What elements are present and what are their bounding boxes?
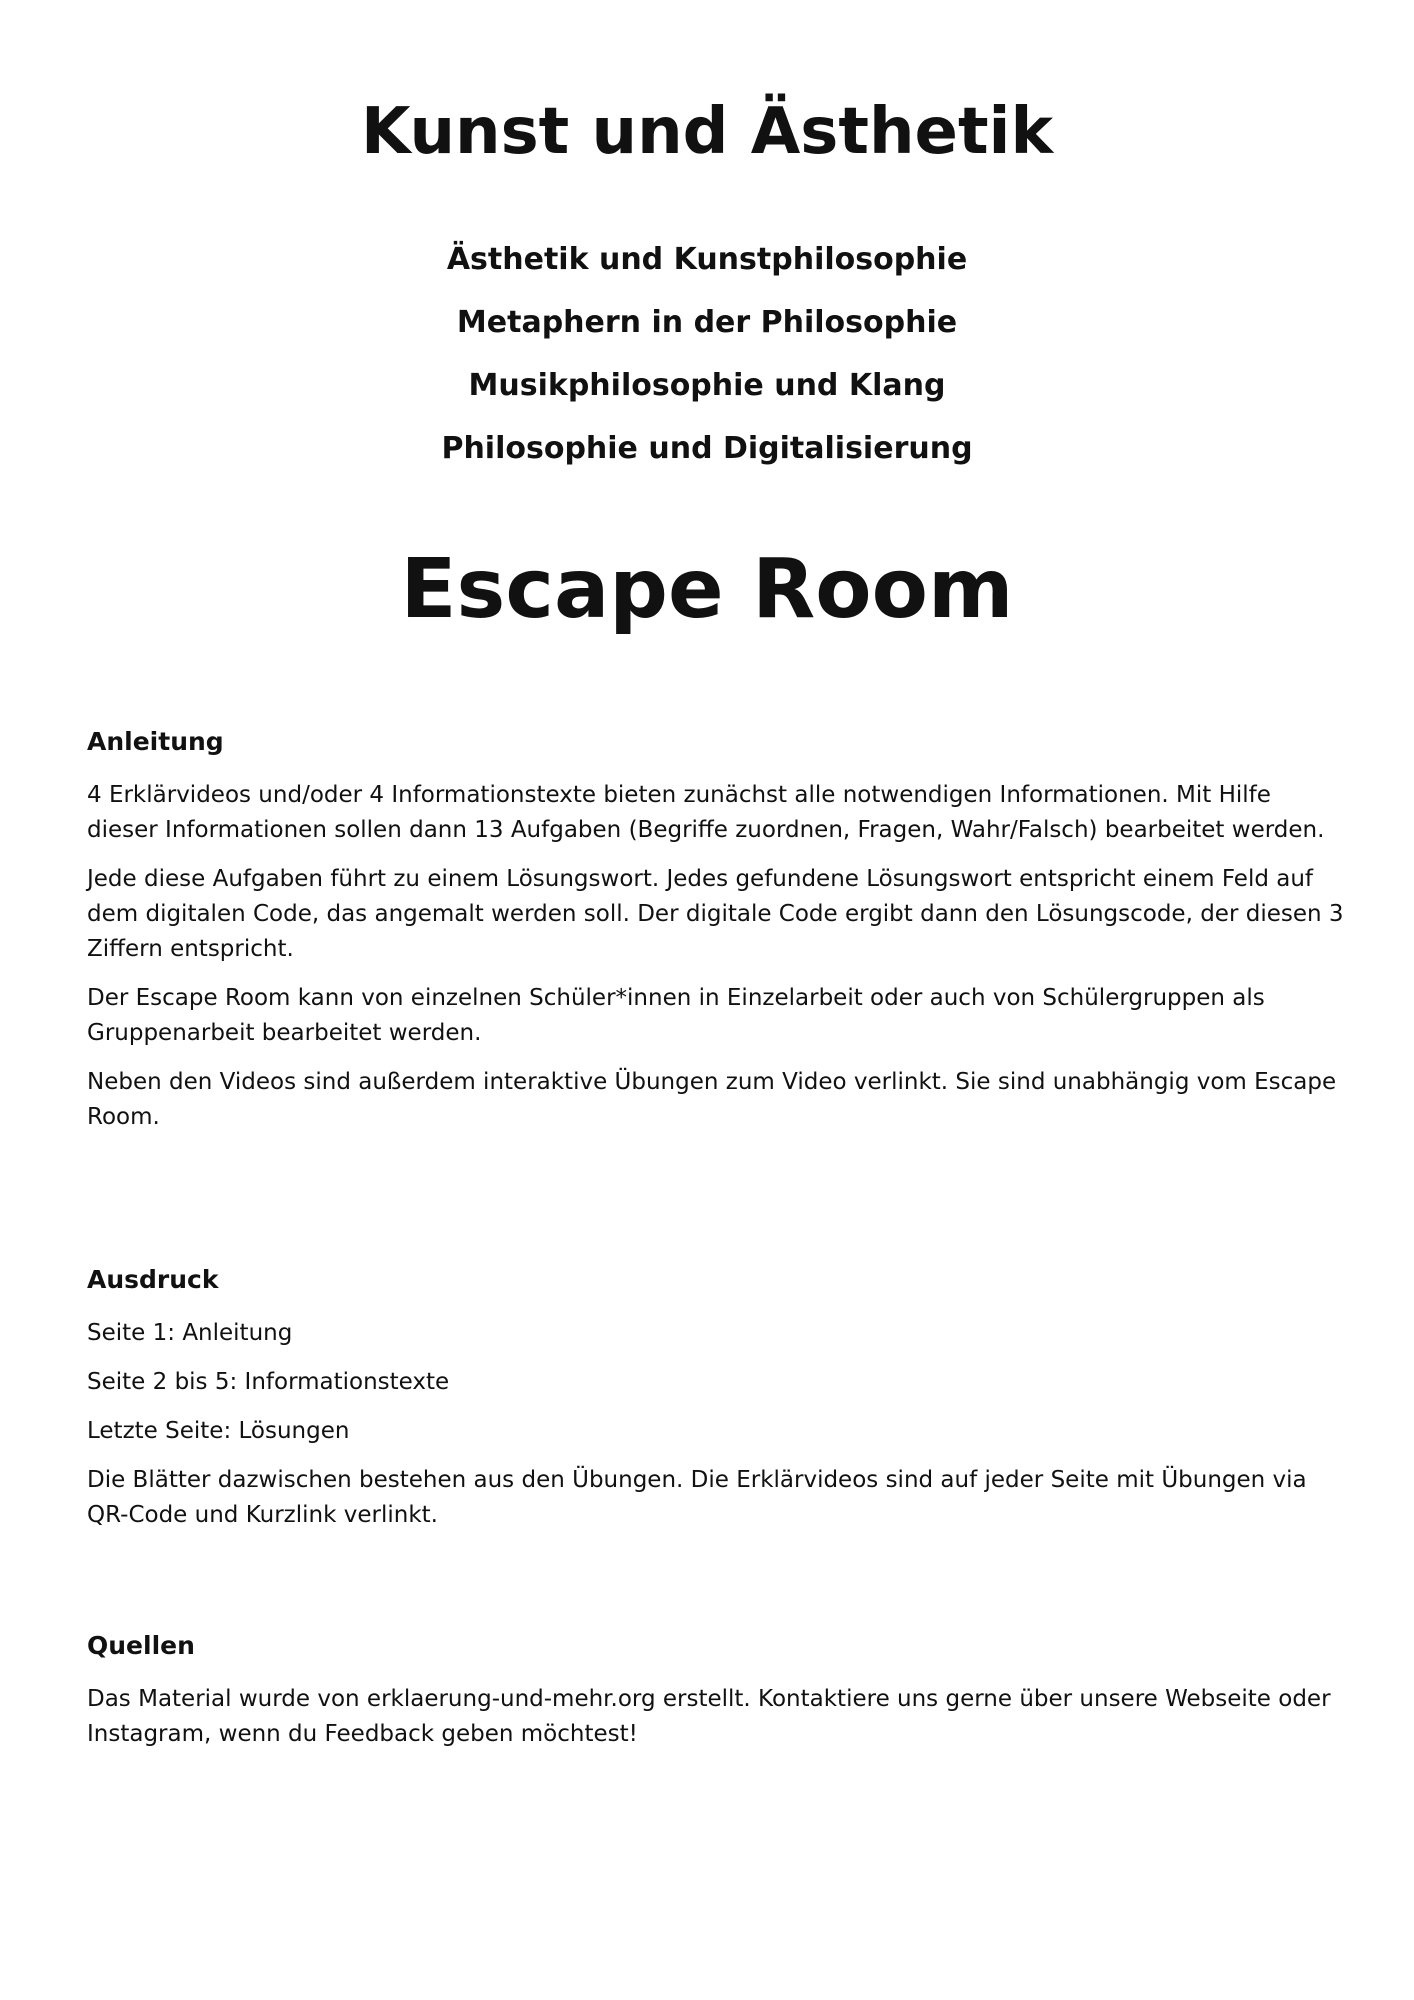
paragraph: Das Material wurde von erklaerung-und-mehr.org erstellt. Kontaktiere uns gerne über unsere Webseite oder Instagram, wenn du Feedback geben möchtest! bbox=[87, 1686, 1331, 1747]
topic-item: Musikphilosophie und Klang bbox=[468, 368, 946, 403]
topic-item: Metaphern in der Philosophie bbox=[456, 305, 958, 340]
main-title: Kunst und Ästhetik bbox=[360, 95, 1054, 169]
topic-list bbox=[0, 240, 1414, 492]
section-quellen bbox=[87, 1630, 1347, 1766]
paragraph: Der Escape Room kann von einzelnen Schüler*innen in Einzelarbeit oder auch von Schülergruppen als Gruppenarbeit bearbeitet werden. bbox=[87, 985, 1265, 1046]
section-ausdruck bbox=[87, 1264, 1347, 1547]
escape-room-title: Escape Room bbox=[400, 542, 1014, 637]
paragraph: Seite 1: Anleitung bbox=[87, 1320, 293, 1346]
paragraph: Neben den Videos sind außerdem interaktive Übungen zum Video verlinkt. Sie sind unabhängig vom Escape Room. bbox=[87, 1069, 1337, 1130]
paragraph: Seite 2 bis 5: Informationstexte bbox=[87, 1369, 450, 1395]
topic-item: Ästhetik und Kunstphilosophie bbox=[446, 242, 968, 277]
section-heading: Anleitung bbox=[87, 727, 224, 756]
paragraph: Jede diese Aufgaben führt zu einem Lösungswort. Jedes gefundene Lösungswort entspricht einem Feld auf dem digitalen Code, das angemalt werden soll. Der digitale Code ergibt dann den Lösungscode, der diesen 3 Ziffern entspricht. bbox=[87, 866, 1344, 962]
paragraph: 4 Erklärvideos und/oder 4 Informationstexte bieten zunächst alle notwendigen Informationen. Mit Hilfe dieser Informationen sollen dann 13 Aufgaben (Begriffe zuordnen, Fragen, Wahr/Falsch) bearbeitet werden. bbox=[87, 782, 1325, 843]
section-heading: Ausdruck bbox=[87, 1265, 219, 1294]
topic-item: Philosophie und Digitalisierung bbox=[441, 431, 973, 466]
section-heading: Quellen bbox=[87, 1631, 195, 1660]
section-anleitung bbox=[87, 726, 1347, 1149]
paragraph: Letzte Seite: Lösungen bbox=[87, 1418, 350, 1444]
paragraph: Die Blätter dazwischen bestehen aus den Übungen. Die Erklärvideos sind auf jeder Seite mit Übungen via QR-Code und Kurzlink verlinkt. bbox=[87, 1467, 1307, 1528]
